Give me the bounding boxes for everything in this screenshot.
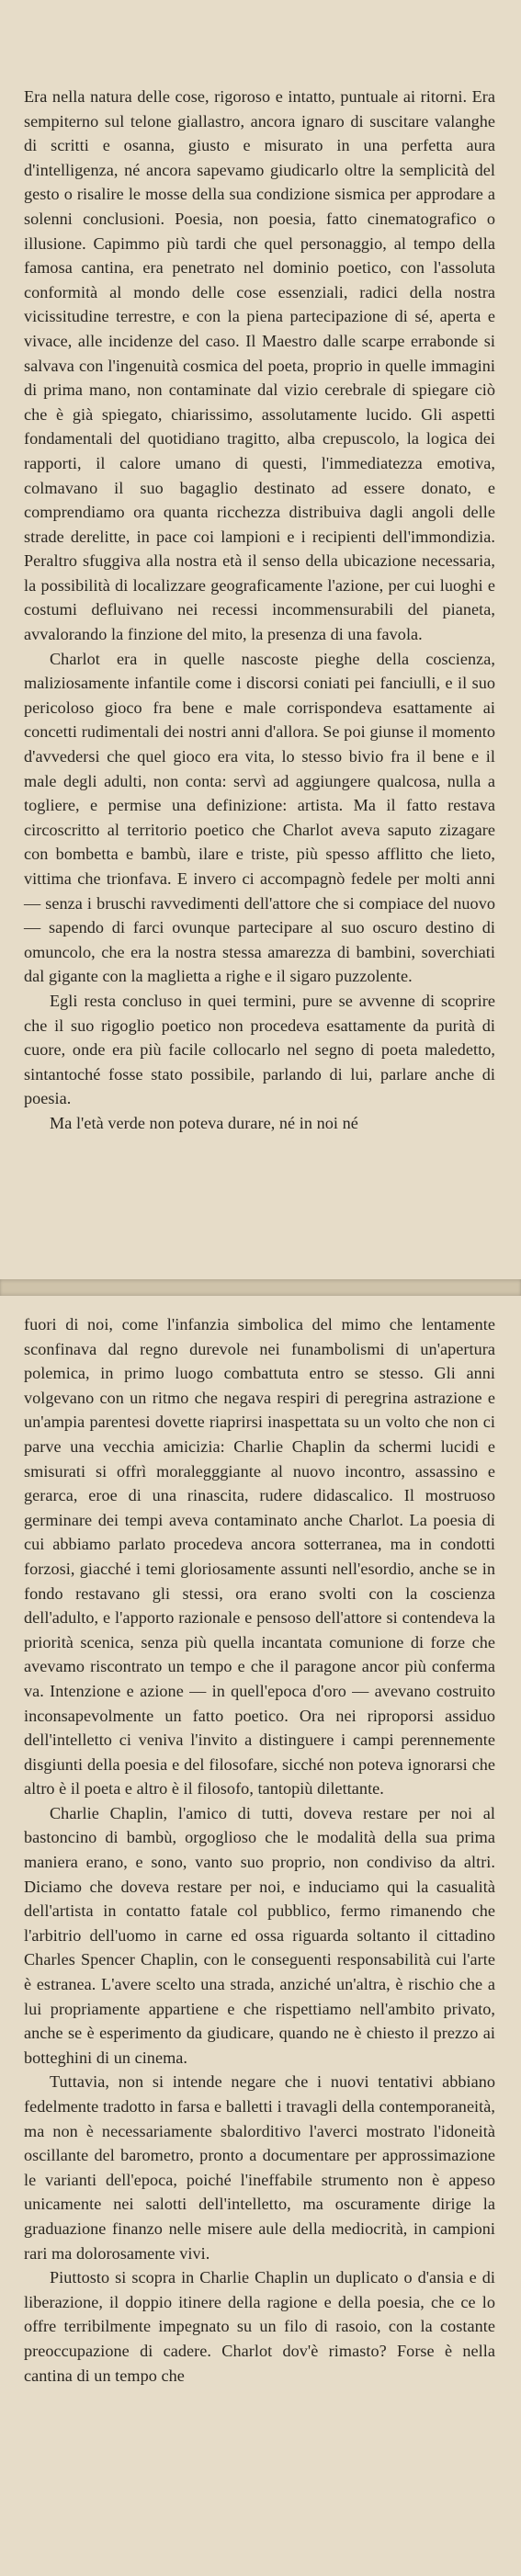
paragraph: Piuttosto si scopra in Charlie Chaplin un duplicato o d'ansia e di liberazione, il doppio itinere della ragione e della poesia, che ce lo offre terribilmente impegnato su un filo di rasoio, con la costante preoccupazione di cadere. Charlot dov'è rimasto? Forse è nella cantina di un tempo che bbox=[24, 2268, 495, 2385]
paragraph: Charlot era in quelle nascoste pieghe della coscienza, maliziosamente infantile come i discorsi coniati pei fanciulli, e il suo pericoloso gioco fra bene e male corrispondeva esattamente ai concetti rudimentali dei nostri anni d'allora. Se poi giunse il momento d'avvedersi che quel gioco era vita, lo stesso bivio fra il bene e il male degli adulti, non conta: servì ad aggiungere qualcosa, nulla a togliere, e permise una definizione: artista. Ma il fatto restava circoscritto al territorio poetico che Charlot aveva saputo zizagare con bombetta e bambù, ilare e triste, più spesso afflitto che lieto, vittima che trionfava. E invero ci accompagnò fedele per molti anni — senza i bruschi ravvedimenti dell'attore che si compiace del nuovo — sapendo di farci ovunque partecipare al suo oscuro destino di omuncolo, che era la nostra stessa amarezza di bambini, soverchiati dal gigante con la maglietta a righe e il sigaro puzzolente. bbox=[24, 649, 495, 986]
lower-page bbox=[0, 1296, 521, 2576]
paragraph: Tuttavia, non si intende negare che i nuovi tentativi abbiano fedelmente tradotto in farsa e balletti i travagli della contemporaneità, ma non è necessariamente sbalorditivo l'averci mostrato l'idoneità oscillante del barometro, pronto a documentare per approssimazione le varianti dell'epoca, poiché l'ineffabile strumento non è appeso unicamente nei salotti dell'intelletto, ma oscuramente dirige la graduazione finanzo nelle misere aule della mediocrità, in campioni rari ma dolorosamente vivi. bbox=[24, 2072, 495, 2263]
paragraph: fuori di noi, come l'infanzia simbolica del mimo che lentamente sconfinava dal regno durevole nei funambolismi di un'apertura polemica, in primo luogo combattuta entro se stesso. Gli anni volgevano con un ritmo che negava respiri di peregrina astrazione e un'ampia parentesi dovette riaprirsi inaspettata su un volto che non ci parve una vecchia amicizia: Charlie Chaplin da schermi lucidi e smisurati si offrì moralegggiante al nuovo incontro, assassino e gerarca, eroe di una rinascita, rudere didascalico. Il mostruoso germinare dei tempi aveva contaminato anche Charlot. La poesia di cui abbiamo parlato procedeva ancora sotterranea, ma in condotti forzosi, giacché i temi gloriosamente assunti nell'esordio, anche se in fondo restavano gli stessi, ora erano svolti con la coscienza dell'adulto, e l'apporto razionale e pensoso dell'attore si contendeva la priorità scenica, senza più quella incantata comunione di forze che avevamo riscontrato un tempo e che il paragone ancor più conferma va. Intenzione e azione — in quell'epoca d'oro — avevano costruito inconsapevolmente un fatto poetico. Ora nei riproporsi assiduo dell'intelletto ci veniva l'invito a distinguere i campi perennemente disgiunti della poesia e del filosofare, sicché non poteva ignorarsi che altro è il poeta e altro è il filosofo, tantopiù dilettante. bbox=[24, 1315, 495, 1799]
upper-page bbox=[0, 0, 521, 1279]
paragraph: Egli resta concluso in quei termini, pure se avvenne di scoprire che il suo rigoglio poetico non procedeva esattamente da purità di cuore, onde era più facile collocarlo nel segno di poeta maledetto, sintantoché fosse stato possibile, parlando di lui, parlare anche di poesia. bbox=[24, 991, 495, 1108]
page-gutter bbox=[0, 1279, 521, 1296]
paragraph: Charlie Chaplin, l'amico di tutti, doveva restare per noi al bastoncino di bambù, orgoglioso che le modalità della sua prima maniera erano, e sono, vanto suo proprio, non condiviso da altri. Diciamo che doveva restare per noi, e induciamo qui la casualità dell'artista in contatto fatale col pubblico, fermo rimanendo che l'arbitrio dell'uomo in carne ed ossa riguarda soltanto il cittadino Charles Spencer Chaplin, con le conseguenti responsabilità cui l'arte è estranea. L'avere scelto una strada, anziché un'altra, è rischio che a lui propriamente appartiene e che rispettiamo nell'ambito privato, anche se è esperimento da giudicare, quando ne è chiesto il prezzo ai botteghini di un cinema. bbox=[24, 1803, 495, 2067]
paragraph: Ma l'età verde non poteva durare, né in noi né bbox=[50, 1113, 358, 1132]
paragraph: Era nella natura delle cose, rigoroso e intatto, puntuale ai ritorni. Era sempiterno sul telone giallastro, ancora ignaro di suscitare valanghe di scritti e osanna, giusto e misurato in una perfetta aura d'intelligenza, né ancora sapevamo giudicarlo oltre la semplicità del gesto o risalire le mosse della sua condizione sismica per approdare a solenni conclusioni. Poesia, non poesia, fatto cinematografico o illusione. Capimmo più tardi che quel personaggio, al tempo della famosa cantina, era penetrato nel dominio poetico, con l'assoluta conformità al mondo delle cose essenziali, radici della nostra vicissitudine terrestre, e con la piena partecipazione di sé, aperta e vivace, alle incidenze del caso. Il Maestro dalle scarpe errabonde si salvava con l'ingenuità cosmica del poeta, proprio in quelle immagini di prima mano, non contaminate dal vizio cerebrale di spiegare ciò che è già spiegato, chiarissimo, assolutamente lucido. Gli aspetti fondamentali del quotidiano tragitto, alba crepuscolo, la logica dei rapporti, il calore umano di questi, l'immediatezza emotiva, colmavano il suo bagaglio destinato ad essere donato, e comprendiamo ora quanta ricchezza distribuiva dagli angoli delle strade derelitte, in pace coi lampioni e i recipienti dell'immondizia. Peraltro sfuggiva alla nostra età il senso della ubicazione necessaria, la possibilità di localizzare geograficamente l'azione, per cui luoghi e costumi defluivano nei recessi incommensurabili del pianeta, avvalorando la finzione del mito, la presenza di una favola. bbox=[24, 87, 495, 644]
